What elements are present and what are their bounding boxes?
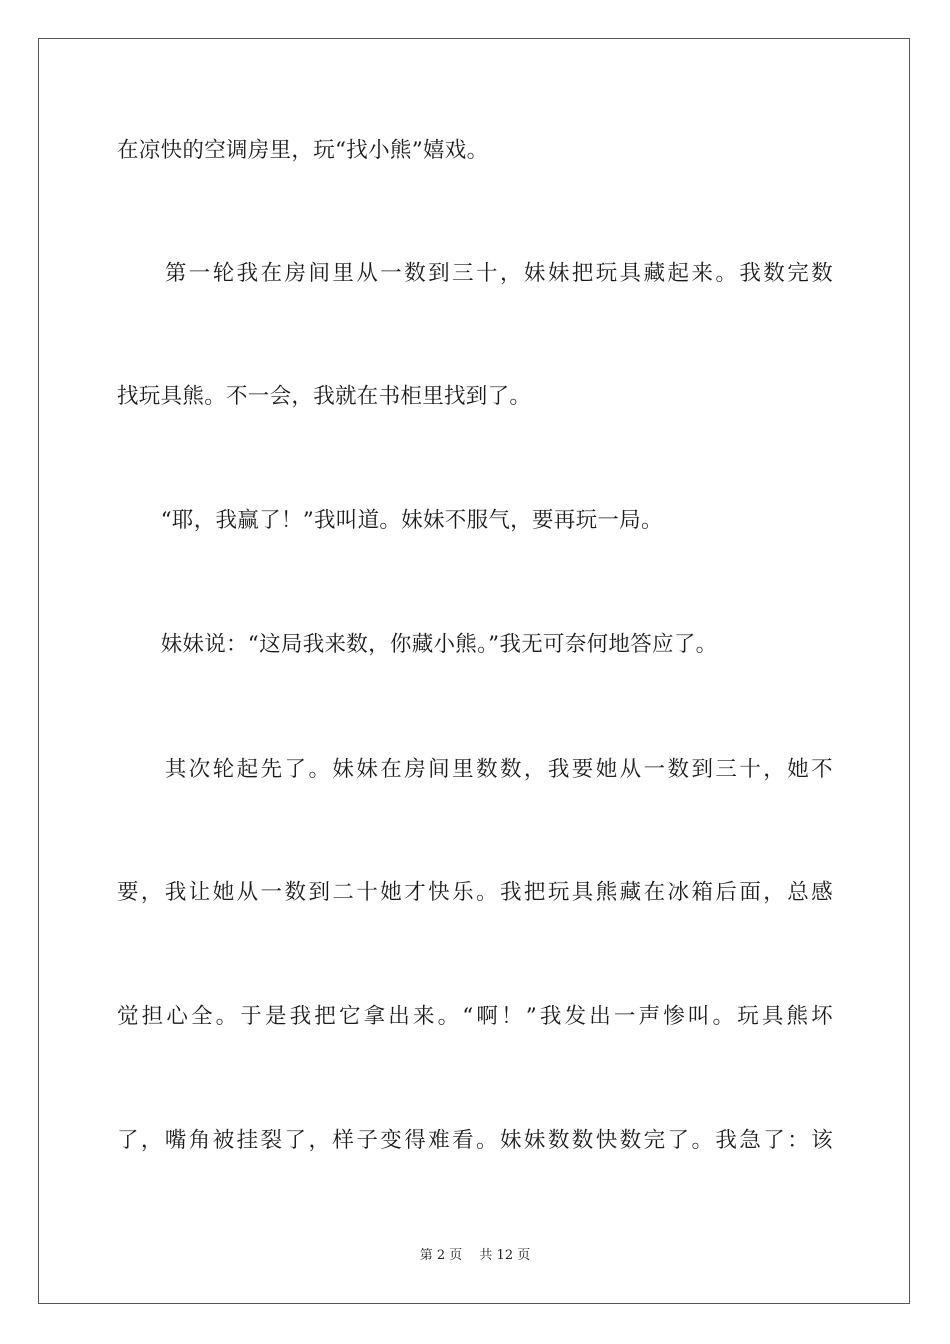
text-line-6: 其次轮起先了。妹妹在房间里数数，我要她从一数到三十，她不 (117, 757, 833, 782)
text-line-5: 妹妹说：“这局我来数，你藏小熊。”我无可奈何地答应了。 (117, 632, 718, 657)
text-line-9: 了，嘴角被挂裂了，样子变得难看。妹妹数数快数完了。我急了：该 (117, 1128, 833, 1153)
text-line-4: “耶，我赢了！”我叫道。妹妹不服气，要再玩一局。 (117, 508, 663, 533)
text-line-2: 第一轮我在房间里从一数到三十，妹妹把玩具藏起来。我数完数 (117, 261, 833, 286)
page-border (38, 38, 910, 1304)
text-line-7: 要，我让她从一数到二十她才快乐。我把玩具熊藏在冰箱后面，总感 (117, 880, 833, 905)
text-line-8: 觉担心全。于是我把它拿出来。“啊！”我发出一声惨叫。玩具熊坏 (117, 1004, 833, 1029)
page-number-footer: 第 2 页 共 12 页 (419, 1248, 531, 1263)
text-line-3: 找玩具熊。不一会，我就在书柜里找到了。 (117, 384, 532, 409)
text-line-1: 在凉快的空调房里，玩“找小熊”嬉戏。 (117, 138, 489, 163)
